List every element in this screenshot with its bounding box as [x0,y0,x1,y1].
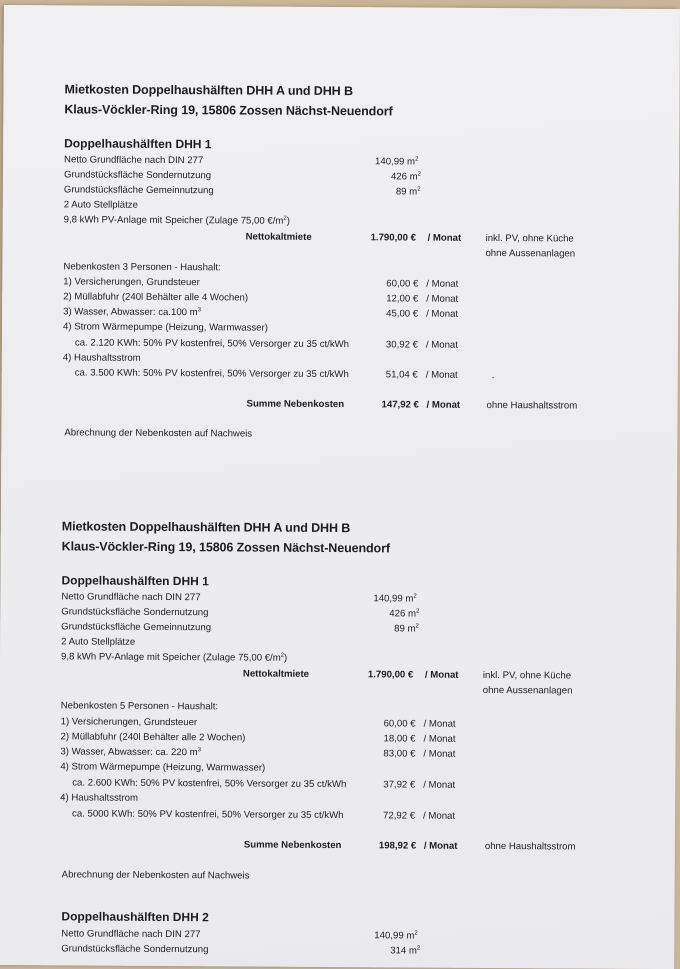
fact-value: 140,99 $m^2$ [374,930,418,942]
cost-label: ca. 2.120 KWh: 50% PV kostenfrei, 50% Versorger zu 35 ct/kWh [74,337,350,351]
stray-mark: . [491,369,495,382]
fact-label: 2 Auto Stellplätze [61,636,136,648]
cost-unit: / Monat [426,293,459,305]
cost-amount: 72,92 € [383,810,416,822]
sum-amount: 147,92 € [381,399,419,411]
house-title: Doppelhaushälften DHH 1 [61,573,209,589]
footer-row [1,426,677,444]
cost-amount: 60,00 € [386,278,419,290]
cost-unit: / Monat [426,308,459,320]
fact-label: 9,8 kWh PV-Anlage mit Speicher (Zulage 75,00 $€/m^2$) [60,651,288,664]
cost-label: 2) Müllabfuhr (240l Behälter alle 2 Wochen) [60,731,246,744]
rent-section-1 [4,5,680,440]
paper-sheet [0,5,680,969]
cost-label: 2) Müllabfuhr (240l Behälter alle 4 Wochen) [63,291,249,304]
fact-label: Netto Grundfläche nach DIN 277 [64,154,204,167]
cost-label: 4) Haushaltsstrom [62,352,141,364]
sum-note: ohne Haushaltsstrom [484,840,576,853]
costs-title: Nebenkosten 3 Personen - Haushalt: [63,261,221,274]
rent-note-row [0,681,676,699]
rent-note: ohne Aussenanlagen [485,247,576,260]
section-title: Mietkosten Doppelhaushälften DHH A und DHH B [61,519,351,536]
footer-row [0,868,675,886]
fact-label: Grundstücksfläche Sondernutzung [61,943,209,956]
cost-unit: / Monat [423,779,456,791]
fact-value: 89 $m^2$ [394,623,419,635]
fact-label: Grundstücksfläche Sondernutzung [61,606,209,619]
cost-row [2,366,678,384]
costs-title: Nebenkosten 5 Personen - Haushalt: [60,700,219,713]
rent-label: Nettokaltmiete [245,231,312,243]
cost-amount: 83,00 € [383,748,416,760]
fact-value: 140,99 $m^2$ [373,593,417,605]
cost-label: 4) Strom Wärmepumpe (Heizung, Warmwasser) [60,761,266,774]
cost-row [2,320,678,338]
cost-unit: / Monat [423,733,456,745]
rent-note: inkl. PV, ohne Küche [485,232,574,245]
cost-unit: / Monat [423,718,456,730]
rent-label: Nettokaltmiete [242,668,310,680]
sum-label: Summe Nebenkosten [246,398,345,411]
cost-label: ca. 5000 KWh: 50% PV kostenfrei, 50% Versorger zu 35 ct/kWh [72,808,344,822]
cost-amount: 37,92 € [383,779,416,791]
sum-row [2,396,678,414]
fact-value: 426 $m^2$ [390,171,422,183]
sum-note: ohne Haushaltsstrom [486,399,578,412]
cost-label: 1) Versicherungen, Grundsteuer [60,716,198,729]
section-address: Klaus-Vöckler-Ring 19, 15806 Zossen Nächst-Neuendorf [61,539,390,556]
footer-note: Abrechnung der Nebenkosten auf Nachweis [64,427,253,440]
cost-amount: 12,00 € [386,293,419,305]
fact-label: Grundstücksfläche Gemeinnutzung [61,621,212,634]
cost-row [0,760,675,778]
cost-amount: 18,00 € [383,733,416,745]
cost-row [0,791,675,809]
fact-value: 314 $m^2$ [390,945,421,957]
section-address: Klaus-Vöckler-Ring 19, 15806 Zossen Nächst-Neuendorf [64,102,393,119]
fact-label: 2 Auto Stellplätze [63,199,138,211]
rent-unit: / Monat [427,232,462,244]
fact-row [0,942,674,960]
rent-note-row [2,244,678,262]
fact-label: Netto Grundfläche nach DIN 277 [61,591,201,604]
sum-amount: 198,92 € [378,840,417,852]
fact-label: Grundstücksfläche Gemeinnutzung [63,184,214,197]
cost-label: 1) Versicherungen, Grundsteuer [63,276,200,289]
fact-value: 426 $m^2$ [389,608,420,620]
cost-label: 4) Strom Wärmepumpe (Heizung, Warmwasser) [63,321,268,334]
rent-amount: 1.790,00 € [370,232,416,244]
fact-value: 140,99 $m^2$ [375,156,419,168]
cost-label: 3) Wasser, Abwasser: ca.100 $m^3$ [63,306,202,319]
house-title: Doppelhaushälften DHH 2 [61,909,209,925]
rent-amount: 1.790,00 € [367,669,414,681]
fact-value: 89 $m^2$ [395,186,421,198]
fact-label: Grundstücksfläche Sondernutzung [63,169,212,182]
cost-label: ca. 3.500 KWh: 50% PV kostenfrei, 50% Versorger zu 35 ct/kWh [74,367,349,381]
rent-note: inkl. PV, ohne Küche [482,669,572,682]
cost-amount: 45,00 € [386,308,419,320]
section-title: Mietkosten Doppelhaushälften DHH A und DHH B [64,82,353,99]
fact-label: Netto Grundfläche nach DIN 277 [61,928,201,941]
house-title: Doppelhaushälften DHH 1 [64,136,212,152]
fact-label: 9,8 kWh PV-Anlage mit Speicher (Zulage 75,00 $€/m^2$) [63,214,290,227]
cost-unit: / Monat [425,339,458,351]
rent-note: ohne Aussenanlagen [482,684,573,697]
cost-unit: / Monat [425,369,458,381]
cost-row [0,807,675,825]
cost-unit: / Monat [423,748,456,760]
cost-amount: 51,04 € [385,369,418,381]
cost-unit: / Monat [426,278,459,290]
cost-label: ca. 2.600 KWh: 50% PV kostenfrei, 50% Versorger zu 35 ct/kWh [72,777,347,791]
cost-amount: 60,00 € [383,718,416,730]
fact-row [0,650,676,668]
rent-unit: / Monat [424,669,459,681]
cost-unit: / Monat [423,810,456,822]
costs-title-row [0,699,676,717]
fact-row [3,213,679,231]
sum-unit: / Monat [426,399,461,411]
sum-unit: / Monat [423,840,458,852]
cost-label: 3) Wasser, Abwasser: ca. 220 $m^3$ [60,746,202,759]
sum-row [0,837,675,855]
footer-note: Abrechnung der Nebenkosten auf Nachweis [61,869,250,882]
sum-label: Summe Nebenkosten [243,839,342,852]
cost-label: 4) Haushaltsstrom [60,792,139,804]
cost-amount: 30,92 € [385,339,418,351]
